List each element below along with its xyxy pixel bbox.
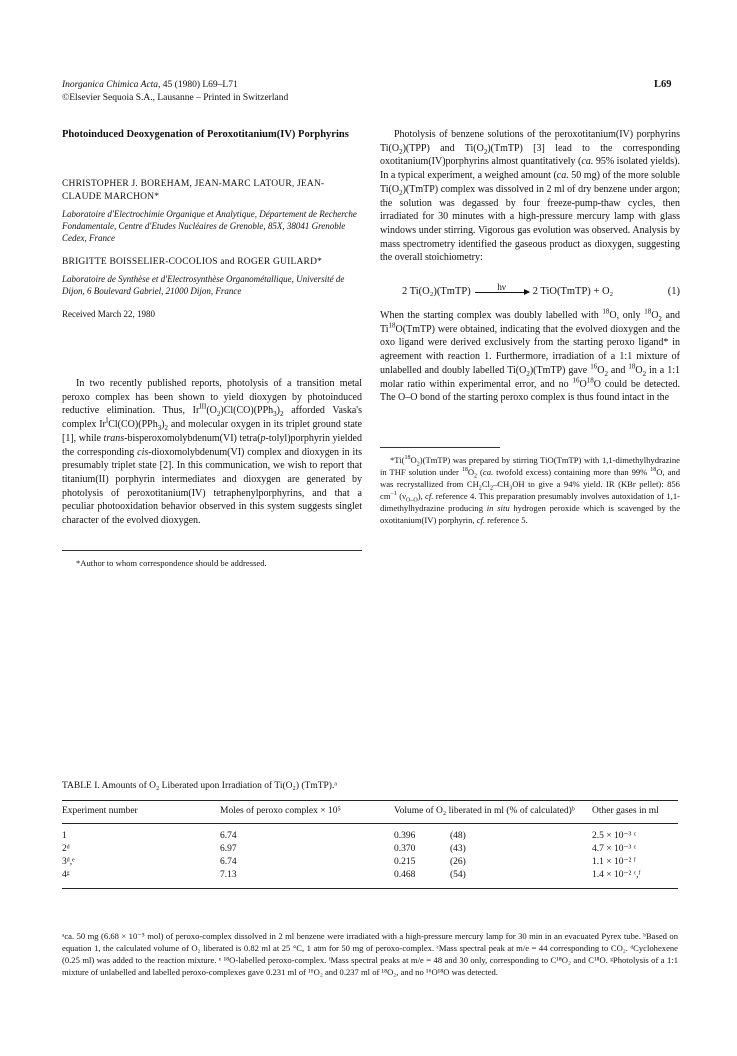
cell-vol-value: 0.215 — [394, 857, 416, 867]
author-footnote: *Author to whom correspondence should be addressed. — [76, 557, 267, 568]
cell-exp: 3ᵈ,ᵉ — [62, 857, 75, 867]
col-header-moles: Moles of peroxo complex × 10⁵ — [220, 806, 341, 816]
article-title: Photoinduced Deoxygenation of Peroxotitanium(IV) Porphyrins — [62, 129, 349, 140]
cell-other: 1.1 × 10⁻² ᶠ — [592, 857, 636, 867]
table-row — [62, 843, 678, 856]
table-header-rule — [62, 823, 678, 824]
cell-moles: 6.97 — [220, 844, 237, 854]
cell-volume — [394, 843, 592, 856]
cell-volume — [394, 869, 592, 882]
body-paragraph-3: When the starting complex was doubly labelled with $^{18}$O, only $^{18}O_2$ and Ti$^{18}$O(TmTP) were obtained, indicating that the evolved dioxygen and the oxo ligand were derived exclusively from the starting peroxo ligand* in agreement with reaction 1. Furthermore, irradiation of a 1:1 mixture of unlabelled and doubly labelled $Ti(O_2)(TmTP)$ gave $^{16}O_2$ and $^{18}O_2$ in a 1:1 molar ratio within experimental error, and no $^{16}O^{18}O$ could be detected. The O–O bond of the starting peroxo complex is thus found intact in the — [380, 307, 681, 404]
cell-vol-value: 0.468 — [394, 870, 416, 880]
cell-vol-pct: (26) — [450, 857, 466, 867]
table-row — [62, 830, 678, 843]
arrow-line — [475, 292, 529, 293]
cell-other: 4.7 × 10⁻³ ᶜ — [592, 844, 637, 854]
table-header-row — [62, 801, 678, 823]
cell-exp: 2ᵈ — [62, 844, 70, 854]
table-row — [62, 856, 678, 869]
journal-volume: 45 (1980) L69–L71 — [162, 80, 238, 90]
affiliation-2: Laboratoire de Synthèse et d'Electrosynthèse Organométallique, Université de Dijon, 6 Boulevard Gabriel, 21000 Dijon, France — [62, 274, 345, 296]
hv-label: hν — [497, 282, 506, 293]
cell-moles: 6.74 — [220, 831, 237, 841]
journal-name: Inorganica Chimica Acta, — [62, 80, 161, 90]
received-date: Received March 22, 1980 — [62, 309, 155, 319]
author-block-1: CHRISTOPHER J. BOREHAM, JEAN-MARC LATOUR, JEAN-CLAUDE MARCHON* — [62, 179, 325, 202]
equation-rhs: 2 TiO(TmTP) + O₂ — [532, 286, 614, 298]
cell-vol-value: 0.396 — [394, 831, 416, 841]
body-paragraph-2: Photolysis of benzene solutions of the peroxotitanium(IV) porphyrins $Ti(O_2)(TPP)$ and $Ti(O_2)(TmTP)$ [3] lead to the corresponding oxotitanium(IV)porphyrins almost quantitatively (ca. 95% isolated yields). In a typical experiment, a weighed amount (ca. 50 mg) of the more soluble $Ti(O_2)(TmTP)$ complex was dissolved in 2 ml of dry benzene under argon; the solution was degassed by four freeze-pump-thaw cycles, then irradiated for 30 minutes with a high-pressure mercury lamp with glass windows under stirring. Vigorous gas evolution was observed. Analysis by mass spectrometry identified the gaseous product as dioxygen, suggesting the overall stoichiometry: — [380, 129, 680, 264]
body-paragraph-1: In two recently published reports, photolysis of a transition metal peroxo complex has been shown to yield dioxygen by photoinduced reductive elimination. Thus, $Ir^{III}(O_2)Cl(CO)(PPh_3)_2$ afforded Vaska's complex $Ir^ICl(CO)(PPh_3)_2$ and molecular oxygen in its triplet ground state [1], while trans-bisperoxomolybdenum(VI) tetra(p-tolyl)porphyrin yielded the corresponding cis-dioxomolybdenum(VI) complex and dioxygen in its presumably triplet state [2]. In this communication, we wish to report that titanium(II) porphyrin intermediates and dioxygen are generated by photolysis of peroxotitanium(IV) tetraphenylporphyrins, and that a peculiar photooxidation behavior observed in this system suggests singlet character of the evolved dioxygen. — [62, 378, 362, 527]
reaction-arrow — [475, 282, 529, 297]
cell-exp: 1 — [62, 831, 67, 841]
cell-moles: 6.74 — [220, 857, 237, 867]
right-column — [380, 128, 680, 526]
equation-number: (1) — [667, 286, 680, 298]
equation-1 — [380, 273, 680, 297]
table-1 — [62, 800, 678, 889]
journal-header — [62, 79, 288, 105]
table-bottom-rule — [62, 888, 678, 889]
cell-volume — [394, 856, 592, 869]
cell-volume — [394, 830, 592, 843]
copyright-line: ©Elsevier Sequoia S.A., Lausanne – Printed in Switzerland — [62, 93, 289, 103]
cell-other: 1.4 × 10⁻² ᶜ,ᶠ — [592, 870, 641, 880]
cell-vol-pct: (48) — [450, 831, 466, 841]
equation-lhs: 2 Ti(O₂)(TmTP) — [402, 286, 471, 298]
author-block-2: BRIGITTE BOISSELIER-COCOLIOS and ROGER GUILARD* — [62, 257, 323, 267]
col-header-experiment: Experiment number — [62, 806, 138, 816]
cell-moles: 7.13 — [220, 870, 237, 880]
footnote-rule — [62, 550, 362, 551]
col-header-other-gases: Other gases in ml — [592, 806, 659, 816]
left-column — [62, 128, 362, 569]
right-footnote-rule — [380, 447, 500, 448]
page-number: L69 — [654, 79, 672, 90]
table-footnotes: ᵃca. 50 mg (6.68 × 10⁻⁵ mol) of peroxo-complex dissolved in 2 ml benzene were irradiated with a high-pressure mercury lamp for 30 min in an evacuated Pyrex tube. ᵇBased on equation 1, the calculated volume of O₂ liberated is 0.82 ml at 25 °C, 1 atm for 50 mg of peroxo-complex. ᶜMass spectral peak at m/e = 44 corresponding to CO₂. ᵈCyclohexene (0.25 ml) was added to the reaction mixture. ᵉ ¹⁸O-labelled peroxo-complex. ᶠMass spectral peaks at m/e = 48 and 30 only, corresponding to C¹⁸O₂ and C¹⁸O. ᵍPhotolysis of a 1:1 mixture of unlabelled and labelled peroxo-complexes gave 0.231 ml of ¹⁶O₂ and 0.237 ml of ¹⁸O₂, and no ¹⁶O¹⁸O was detected. — [62, 931, 678, 977]
table-row — [62, 869, 678, 882]
cell-vol-pct: (43) — [450, 844, 466, 854]
affiliation-1: Laboratoire d'Electrochimie Organique et Analytique, Département de Recherche Fondamentale, Centre d'Etudes Nucléaires de Grenoble, 85X, 38041 Grenoble Cedex, France — [62, 209, 357, 243]
col-header-volume: Volume of O₂ liberated in ml (% of calculated)ᵇ — [394, 806, 575, 816]
cell-vol-value: 0.370 — [394, 844, 416, 854]
cell-vol-pct: (54) — [450, 870, 466, 880]
cell-exp: 4ᵍ — [62, 870, 70, 880]
labelling-footnote: $*Ti(^{18}O_2)(TmTP)$ was prepared by stirring TiO(TmTP) with 1,1-dimethylhydrazine in THF solution under $^{18}O_2$ (ca. twofold excess) containing more than 99% $^{18}$O, and was recrystallized from $CH_2Cl_2-CH_3OH$ to give a 94% yield. IR (KBr pellet): 856 $cm^{-1}$ $(\nu_{O-O})$, cf. reference 4. This preparation presumably involves autoxidation of 1,1-dimethylhydrazine producing in situ hydrogen peroxide which is scavenged by the oxotitanium(IV) porphyrin, cf. reference 5. — [380, 454, 681, 525]
table-caption: TABLE I. Amounts of O₂ Liberated upon Irradiation of Ti(O₂) (TmTP).ᵃ — [62, 781, 337, 791]
cell-other: 2.5 × 10⁻³ ᶜ — [592, 831, 637, 841]
